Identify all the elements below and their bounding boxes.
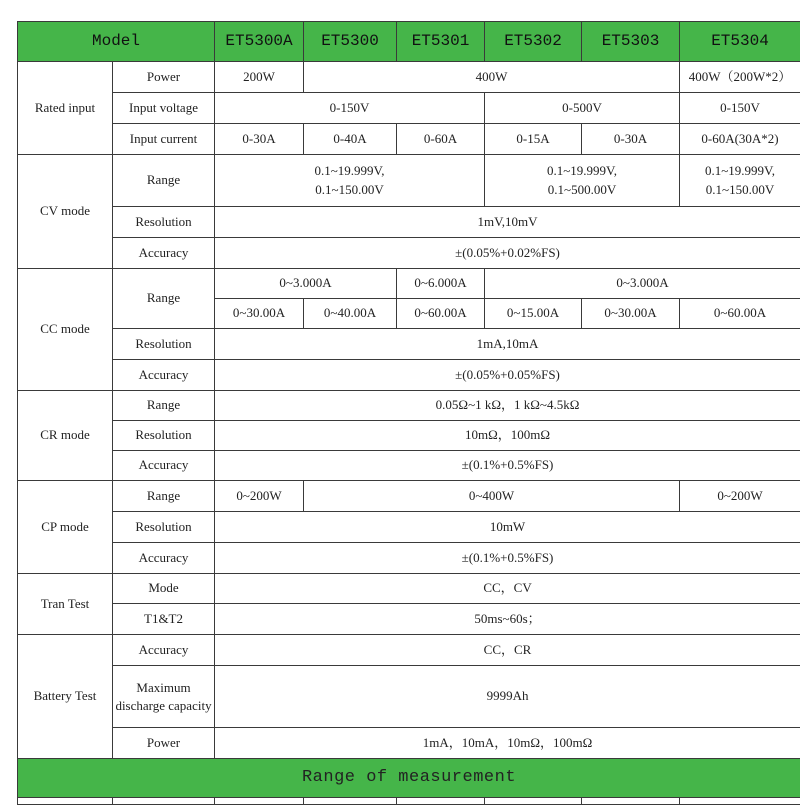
cell-value: 0-30A xyxy=(215,124,304,155)
cell-value: ±(0.05%+0.02%FS) xyxy=(215,238,800,269)
cell-empty xyxy=(582,798,680,805)
cell-value: 0~6.000A xyxy=(397,269,485,299)
table-row xyxy=(18,798,800,805)
cell-value: ±(0.1%+0.5%FS) xyxy=(215,451,800,481)
row-label-max-discharge-capacity xyxy=(113,666,215,728)
cell-value: 0~200W xyxy=(680,481,800,512)
group-cr-mode: CR mode xyxy=(18,391,113,481)
table-row xyxy=(18,543,800,574)
table-row xyxy=(18,666,800,728)
section-title: Range of measurement xyxy=(18,759,800,798)
cell-line: discharge capacity xyxy=(115,697,212,715)
table-row xyxy=(18,155,800,207)
table-row xyxy=(18,635,800,666)
cell-value: 0~200W xyxy=(215,481,304,512)
cell-value: 0~400W xyxy=(304,481,680,512)
cell-line: 0.1~500.00V xyxy=(487,181,677,200)
cell-value: ±(0.05%+0.05%FS) xyxy=(215,360,800,391)
cell-value: 0~60.00A xyxy=(397,299,485,329)
row-label-input-current: Input current xyxy=(113,124,215,155)
table-row xyxy=(18,391,800,421)
table-row xyxy=(18,207,800,238)
cell-empty xyxy=(680,798,800,805)
table-row xyxy=(18,238,800,269)
table-row xyxy=(18,512,800,543)
table-row xyxy=(18,451,800,481)
group-tran-test: Tran Test xyxy=(18,574,113,635)
table-row xyxy=(18,360,800,391)
row-label-mode: Mode xyxy=(113,574,215,604)
group-battery-test: Battery Test xyxy=(18,635,113,759)
cell-value: 0~30.00A xyxy=(215,299,304,329)
footer-row xyxy=(18,759,800,798)
cell-value: 9999Ah xyxy=(215,666,800,728)
cell-line: 0.1~19.999V, xyxy=(487,162,677,181)
model-et5301: ET5301 xyxy=(397,22,485,62)
cell-empty xyxy=(485,798,582,805)
table-row xyxy=(18,329,800,360)
row-label-range: Range xyxy=(113,269,215,329)
table-row xyxy=(18,604,800,635)
table-row xyxy=(18,728,800,759)
cell-empty xyxy=(304,798,397,805)
table-row xyxy=(18,124,800,155)
cell-value xyxy=(215,155,485,207)
model-et5300a: ET5300A xyxy=(215,22,304,62)
row-label-resolution: Resolution xyxy=(113,207,215,238)
row-label-resolution: Resolution xyxy=(113,512,215,543)
cell-line: Maximum xyxy=(115,679,212,697)
cell-value: 400W（200W*2） xyxy=(680,62,800,93)
cell-value xyxy=(680,155,800,207)
model-et5300: ET5300 xyxy=(304,22,397,62)
cell-value: ±(0.1%+0.5%FS) xyxy=(215,543,800,574)
row-label-resolution: Resolution xyxy=(113,421,215,451)
cell-line: 0.1~150.00V xyxy=(682,181,798,200)
cell-value: 0-40A xyxy=(304,124,397,155)
row-label-accuracy: Accuracy xyxy=(113,360,215,391)
cell-line: 0.1~19.999V, xyxy=(217,162,482,181)
row-label-range: Range xyxy=(113,391,215,421)
row-label-range: Range xyxy=(113,481,215,512)
model-header: Model xyxy=(18,22,215,62)
row-label-range: Range xyxy=(113,155,215,207)
model-et5302: ET5302 xyxy=(485,22,582,62)
cell-value: 1mV,10mV xyxy=(215,207,800,238)
cell-value: 0-500V xyxy=(485,93,680,124)
cell-line: 0.1~150.00V xyxy=(217,181,482,200)
cell-value: 200W xyxy=(215,62,304,93)
cell-value: 0~3.000A xyxy=(215,269,397,299)
row-label-input-voltage: Input voltage xyxy=(113,93,215,124)
table-row xyxy=(18,421,800,451)
cell-value: 0-15A xyxy=(485,124,582,155)
table-row xyxy=(18,481,800,512)
spec-table xyxy=(17,21,800,805)
row-label-accuracy: Accuracy xyxy=(113,451,215,481)
group-cc-mode: CC mode xyxy=(18,269,113,391)
row-label-accuracy: Accuracy xyxy=(113,238,215,269)
table-row xyxy=(18,62,800,93)
row-label-accuracy: Accuracy xyxy=(113,635,215,666)
cell-value xyxy=(485,155,680,207)
cell-value: CC，CV xyxy=(215,574,800,604)
table-row xyxy=(18,93,800,124)
row-label-power: Power xyxy=(113,62,215,93)
cell-value: 1mA，10mA，10mΩ，100mΩ xyxy=(215,728,800,759)
table-row xyxy=(18,574,800,604)
cell-value: 0.05Ω~1 kΩ，1 kΩ~4.5kΩ xyxy=(215,391,800,421)
group-cv-mode: CV mode xyxy=(18,155,113,269)
group-rated-input: Rated input xyxy=(18,62,113,155)
cell-empty xyxy=(397,798,485,805)
cell-value: 0~15.00A xyxy=(485,299,582,329)
table-row xyxy=(18,269,800,299)
cell-value: 400W xyxy=(304,62,680,93)
row-label-resolution: Resolution xyxy=(113,329,215,360)
row-label-power: Power xyxy=(113,728,215,759)
model-et5304: ET5304 xyxy=(680,22,800,62)
cell-value: 10mΩ，100mΩ xyxy=(215,421,800,451)
cell-empty xyxy=(113,798,215,805)
cell-value: 0~30.00A xyxy=(582,299,680,329)
cell-value: CC，CR xyxy=(215,635,800,666)
cell-value: 0-60A(30A*2) xyxy=(680,124,800,155)
cell-value: 0-150V xyxy=(680,93,800,124)
cell-value: 0-150V xyxy=(215,93,485,124)
cell-value: 0-30A xyxy=(582,124,680,155)
cell-empty xyxy=(215,798,304,805)
cell-value: 50ms~60s； xyxy=(215,604,800,635)
group-cp-mode: CP mode xyxy=(18,481,113,574)
header-row xyxy=(18,22,800,62)
cell-value: 1mA,10mA xyxy=(215,329,800,360)
cell-value: 0~3.000A xyxy=(485,269,800,299)
cell-line: 0.1~19.999V, xyxy=(682,162,798,181)
cell-value: 0~60.00A xyxy=(680,299,800,329)
cell-value: 10mW xyxy=(215,512,800,543)
cell-value: 0-60A xyxy=(397,124,485,155)
model-et5303: ET5303 xyxy=(582,22,680,62)
row-label-t1-t2: T1&T2 xyxy=(113,604,215,635)
cell-empty xyxy=(18,798,113,805)
cell-value: 0~40.00A xyxy=(304,299,397,329)
row-label-accuracy: Accuracy xyxy=(113,543,215,574)
